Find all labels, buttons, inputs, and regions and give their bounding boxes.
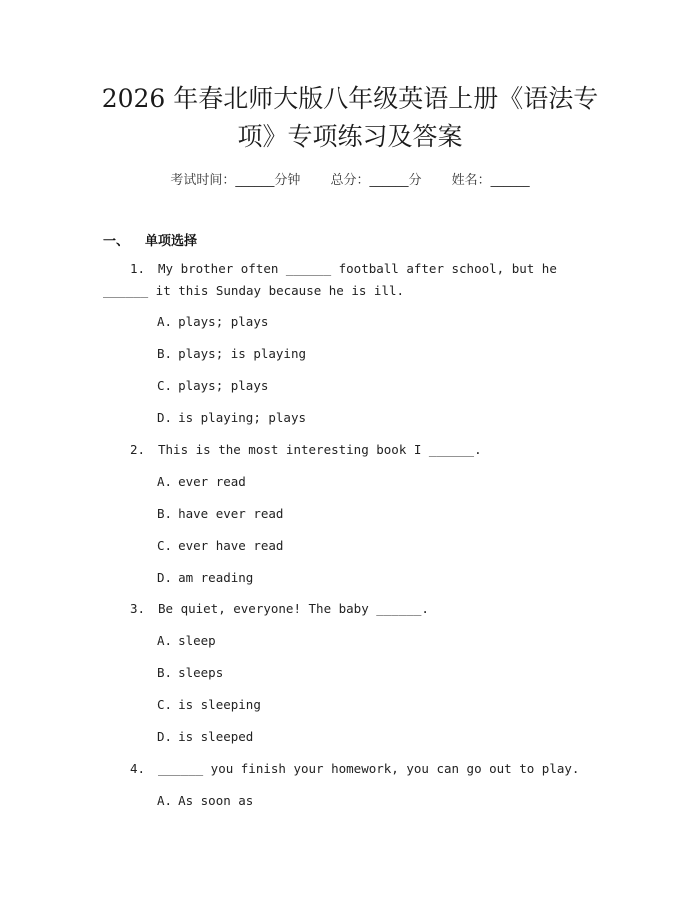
question-text: Be quiet, everyone! The baby ______. bbox=[158, 601, 429, 616]
title-line-2: 项》专项练习及答案 bbox=[237, 122, 463, 151]
option-1b: B. plays; is playing bbox=[157, 346, 306, 361]
question-text: ______ you finish your homework, you can go out to play. bbox=[158, 761, 580, 776]
question-4 bbox=[103, 758, 598, 780]
exam-meta bbox=[0, 169, 700, 188]
section-heading bbox=[103, 230, 197, 249]
option-3b: B. sleeps bbox=[157, 665, 224, 680]
option-4a: A. As soon as bbox=[157, 793, 254, 808]
section-title: 单项选择 bbox=[145, 234, 198, 249]
option-2a: A. ever read bbox=[157, 474, 246, 489]
option-3a: A. sleep bbox=[157, 633, 216, 648]
exam-time: 考试时间：______分钟 bbox=[170, 173, 301, 188]
question-number: 3. bbox=[130, 601, 146, 616]
exam-name: 姓名：______ bbox=[451, 173, 530, 188]
option-2c: C. ever have read bbox=[157, 538, 284, 553]
option-1a: A. plays; plays bbox=[157, 314, 269, 329]
option-1d: D. is playing; plays bbox=[157, 410, 306, 425]
document-title bbox=[60, 80, 640, 156]
option-1c: C. plays; plays bbox=[157, 378, 269, 393]
option-2b: B. have ever read bbox=[157, 506, 284, 521]
section-number: 一、 bbox=[103, 234, 130, 249]
question-text: This is the most interesting book I ______. bbox=[158, 442, 482, 457]
option-3d: D. is sleeped bbox=[157, 729, 254, 744]
question-2 bbox=[103, 439, 598, 461]
question-number: 4. bbox=[130, 761, 146, 776]
question-3 bbox=[103, 598, 598, 620]
exam-score: 总分：______分 bbox=[330, 173, 422, 188]
title-line-1: 2026 年春北师大版八年级英语上册《语法专 bbox=[101, 84, 599, 113]
question-1 bbox=[103, 258, 598, 302]
option-2d: D. am reading bbox=[157, 570, 254, 585]
question-text: My brother often ______ football after school, but he ______ it this Sunday because he is ill. bbox=[103, 261, 557, 298]
question-number: 2. bbox=[130, 442, 146, 457]
option-3c: C. is sleeping bbox=[157, 697, 261, 712]
question-number: 1. bbox=[130, 261, 146, 276]
